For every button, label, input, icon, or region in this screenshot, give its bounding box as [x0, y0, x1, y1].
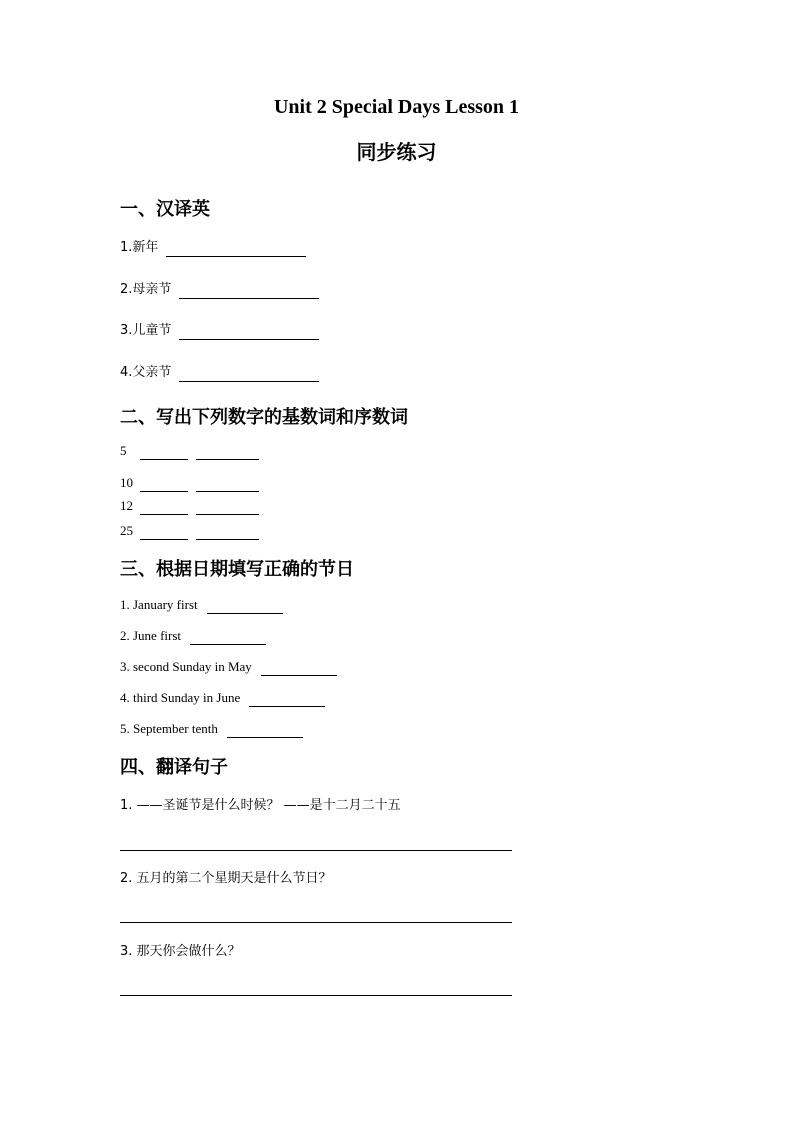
section2-heading: 二、写出下列数字的基数词和序数词: [120, 407, 408, 428]
section1-item-1: [120, 239, 306, 257]
section1-item-label: 3.儿童节: [120, 323, 172, 338]
cardinal-blank[interactable]: [140, 477, 188, 492]
ordinal-blank[interactable]: [196, 525, 259, 540]
answer-blank[interactable]: [179, 367, 319, 382]
section4-item-2: 2. 五月的第二个星期天是什么节日？: [120, 871, 332, 886]
date-label: 5. September tenth: [120, 721, 218, 736]
answer-blank[interactable]: [249, 692, 325, 707]
answer-blank[interactable]: [261, 661, 337, 676]
section1-item-label: 2.母亲节: [120, 282, 172, 297]
section3-item-2: [120, 627, 266, 645]
section1-item-2: [120, 281, 319, 299]
section2-item-1: [120, 442, 259, 460]
date-label: 1. January first: [120, 597, 198, 612]
section4-item-1: 1. ——圣诞节是什么时候？ ——是十二月二十五: [120, 798, 401, 813]
section2-item-4: [120, 522, 259, 540]
answer-blank[interactable]: [227, 723, 303, 738]
cardinal-blank[interactable]: [140, 445, 188, 460]
answer-line[interactable]: [120, 995, 512, 996]
answer-blank[interactable]: [179, 284, 319, 299]
section3-item-1: [120, 596, 283, 614]
number-label: 10: [120, 475, 133, 490]
number-label: 5: [120, 443, 127, 458]
ordinal-blank[interactable]: [196, 500, 259, 515]
section3-item-3: [120, 658, 337, 676]
cardinal-blank[interactable]: [140, 525, 188, 540]
answer-blank[interactable]: [179, 325, 319, 340]
cardinal-blank[interactable]: [140, 500, 188, 515]
section3-item-4: [120, 689, 325, 707]
answer-blank[interactable]: [166, 242, 306, 257]
section1-item-3: [120, 322, 319, 340]
page-subtitle: 同步练习: [356, 140, 437, 164]
answer-blank[interactable]: [190, 630, 266, 645]
section4-heading: 四、翻译句子: [120, 757, 228, 778]
section1-item-label: 4.父亲节: [120, 365, 172, 380]
date-label: 3. second Sunday in May: [120, 659, 252, 674]
number-label: 12: [120, 498, 133, 513]
date-label: 2. June first: [120, 628, 182, 643]
ordinal-blank[interactable]: [196, 477, 259, 492]
section2-item-3: [120, 497, 259, 515]
answer-blank[interactable]: [207, 599, 283, 614]
ordinal-blank[interactable]: [196, 445, 259, 460]
page-title: Unit 2 Special Days Lesson 1: [273, 96, 520, 118]
answer-line[interactable]: [120, 922, 512, 923]
section1-item-4: [120, 364, 319, 382]
section4-item-3: 3. 那天你会做什么？: [120, 944, 241, 959]
section1-heading: 一、汉译英: [120, 199, 210, 220]
date-label: 4. third Sunday in June: [120, 690, 241, 705]
section3-heading: 三、根据日期填写正确的节日: [120, 559, 354, 580]
answer-line[interactable]: [120, 850, 512, 851]
number-label: 25: [120, 523, 133, 538]
section1-item-label: 1.新年: [120, 240, 159, 255]
section3-item-5: [120, 720, 303, 738]
section2-item-2: [120, 474, 259, 492]
